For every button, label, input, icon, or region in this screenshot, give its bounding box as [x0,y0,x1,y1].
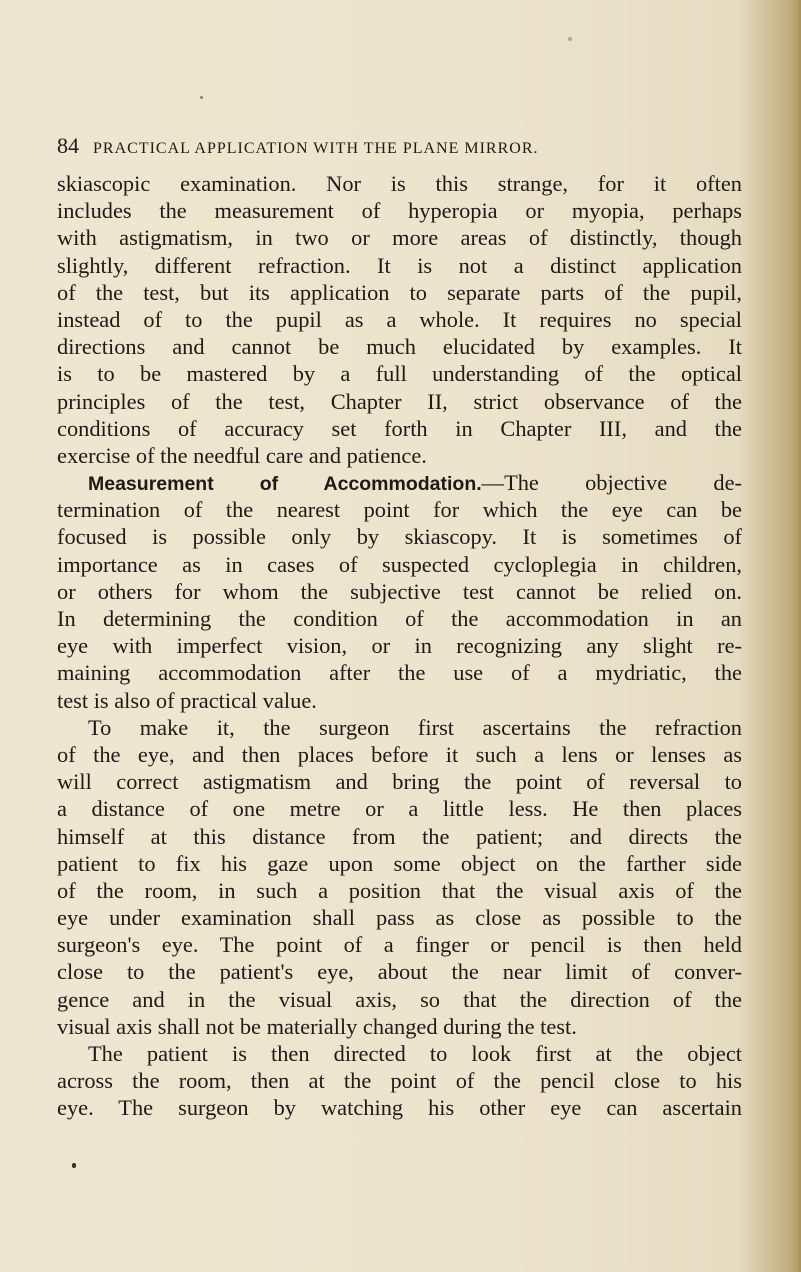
section-first-line [57,469,742,496]
text-line: focused is possible only by skiascopy. It is sometimes of [57,524,742,550]
text-line: instead of to the pupil as a whole. It requires no special [57,306,742,332]
text-line: maining accommodation after the use of a mydriatic, the [57,660,742,686]
paper-speck [568,37,572,41]
text-line: eye with imperfect vision, or in recognizing any slight re- [57,633,742,659]
text-line: patient to fix his gaze upon some object on the farther side [57,850,742,876]
text-line: of the room, in such a position that the visual axis of the [57,877,742,903]
paper-speck [200,96,203,99]
text-line: importance as in cases of suspected cycloplegia in children, [57,551,742,577]
text-line: across the room, then at the point of the pencil close to his [57,1068,742,1094]
text-line: test is also of practical value. [57,687,317,713]
text-line: a distance of one metre or a little less. He then places [57,796,742,822]
page-edge-shadow [791,0,801,1272]
text-line: will correct astigmatism and bring the point of reversal to [57,769,742,795]
text-line: The patient is then directed to look first at the object [88,1041,742,1066]
section-heading: Measurement of Accommodation. [88,473,482,496]
text-line: is to be mastered by a full understanding of the optical [57,361,742,387]
text-line: himself at this distance from the patient; and directs the [57,823,742,849]
text-line: visual axis shall not be materially changed during the test. [57,1013,577,1039]
text-line: exercise of the needful care and patience. [57,442,427,468]
paper-speck [72,1163,76,1168]
text-line: termination of the nearest point for which the eye can be [57,497,742,523]
text-line: To make it, the surgeon first ascertains the refraction [88,714,742,740]
text-line: of the test, but its application to separate parts of the pupil, [57,279,742,305]
text-line: principles of the test, Chapter II, strict observance of the [57,388,742,414]
text-line: eye. The surgeon by watching his other eye can ascertain [57,1095,742,1121]
text-line: slightly, different refraction. It is not a distinct application [57,252,742,278]
text-line: close to the patient's eye, about the near limit of conver- [57,959,742,985]
running-header [57,133,737,163]
running-title: PRACTICAL APPLICATION WITH THE PLANE MIRROR. [93,140,539,157]
text-line: skiascopic examination. Nor is this strange, for it often [57,171,742,196]
text-line: with astigmatism, in two or more areas of distinctly, though [57,225,742,251]
text-line: directions and cannot be much elucidated by examples. It [57,334,742,360]
text-fragment: —The objective de- [481,470,742,496]
text-line: gence and in the visual axis, so that the direction of the [57,986,742,1012]
text-line: of the eye, and then places before it such a lens or lenses as [57,741,742,767]
text-line: conditions of accuracy set forth in Chapter III, and the [57,415,742,441]
body-text [57,170,742,1122]
text-line: or others for whom the subjective test cannot be relied on. [57,578,742,604]
text-line: surgeon's eye. The point of a finger or pencil is then held [57,932,742,958]
page-number: 84 [57,133,79,158]
text-line: In determining the condition of the accommodation in an [57,606,742,631]
text-line: includes the measurement of hyperopia or myopia, perhaps [57,198,742,224]
text-line: eye under examination shall pass as close as possible to the [57,905,742,931]
